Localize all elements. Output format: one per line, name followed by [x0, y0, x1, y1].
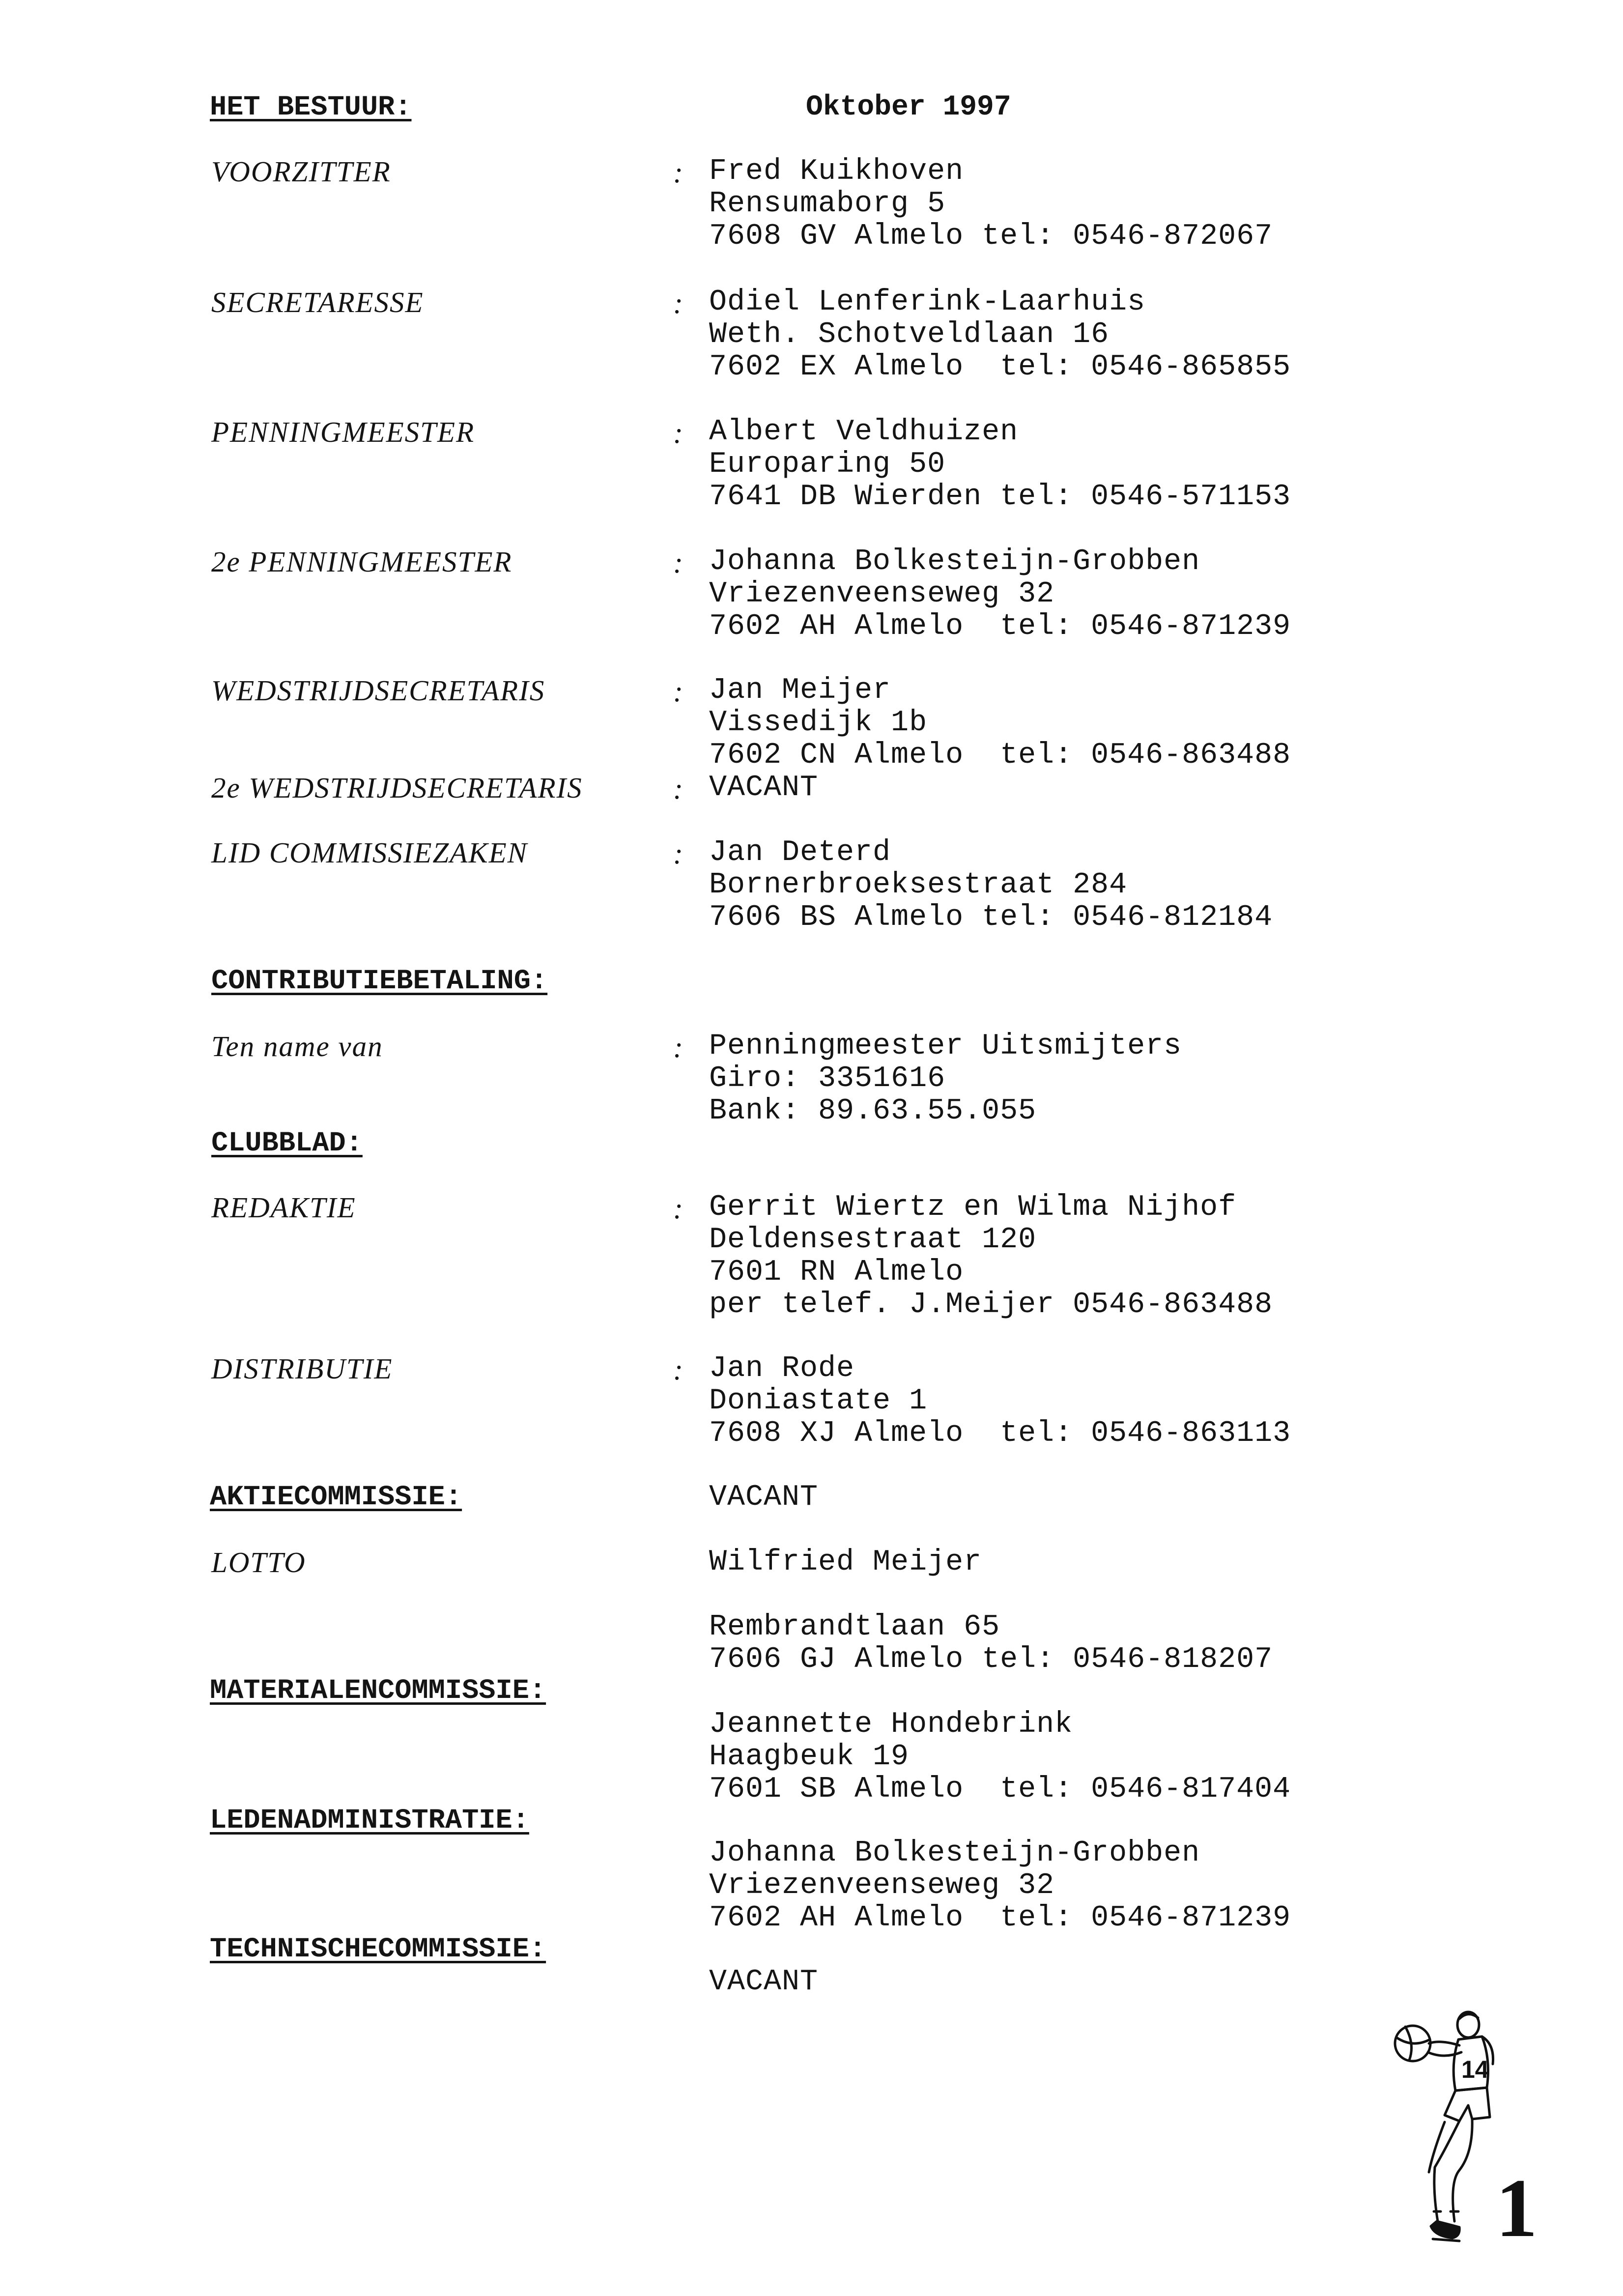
- contact-address: Vissedijk 1b: [709, 706, 928, 740]
- section-heading-ledenadministratie: LEDENADMINISTRATIE:: [210, 1805, 529, 1837]
- page-number: 1: [1496, 2162, 1538, 2254]
- contact-address: Europaring 50: [709, 448, 946, 481]
- contact-city: 7601 RN Almelo: [709, 1256, 964, 1289]
- role-label-penningmeester: PENNINGMEESTER: [211, 416, 475, 448]
- contact-name: Fred Kuikhoven: [709, 155, 964, 188]
- role-label-wedstrijdsecretaris: WEDSTRIJDSECRETARIS: [211, 674, 545, 707]
- contact-name: Jeannette Hondebrink: [709, 1708, 1073, 1741]
- contact-address: Rembrandtlaan 65: [709, 1610, 1000, 1644]
- contact-city-phone: 7608 GV Almelo tel: 0546-872067: [709, 220, 1273, 253]
- contact-city-phone: 7602 CN Almelo tel: 0546-863488: [709, 739, 1291, 772]
- contact-city-phone: 7606 GJ Almelo tel: 0546-818207: [709, 1643, 1273, 1676]
- section-heading-materialencommissie: MATERIALENCOMMISSIE:: [210, 1675, 546, 1707]
- contact-name: Wilfried Meijer: [709, 1546, 982, 1579]
- contact-name: Gerrit Wiertz en Wilma Nijhof: [709, 1191, 1237, 1224]
- contact-address: Bornerbroeksestraat 284: [709, 868, 1128, 902]
- role-separator: :: [673, 546, 683, 579]
- role-separator: :: [673, 156, 683, 189]
- role-separator: :: [673, 773, 683, 805]
- contact-city-phone: 7601 SB Almelo tel: 0546-817404: [709, 1773, 1291, 1806]
- basketball-player-illustration: [1386, 2005, 1538, 2280]
- contact-name: Johanna Bolkesteijn-Grobben: [709, 1837, 1200, 1870]
- contact-city-phone: 7608 XJ Almelo tel: 0546-863113: [709, 1417, 1291, 1450]
- role-label-voorzitter: VOORZITTER: [211, 155, 391, 188]
- contact-address: Doniastate 1: [709, 1384, 928, 1418]
- role-separator: :: [673, 1031, 683, 1063]
- contact-city-phone: 7602 AH Almelo tel: 0546-871239: [709, 610, 1291, 643]
- contact-vacant: VACANT: [709, 771, 819, 804]
- role-separator: :: [673, 417, 683, 449]
- section-heading-bestuur: HET BESTUUR:: [210, 92, 412, 123]
- section-heading-contributie: CONTRIBUTIEBETALING:: [211, 966, 548, 997]
- role-separator: :: [673, 287, 683, 319]
- role-separator: :: [673, 1192, 683, 1225]
- contact-vacant: VACANT: [709, 1965, 819, 1999]
- section-heading-clubblad: CLUBBLAD:: [211, 1128, 363, 1159]
- payment-account-holder: Penningmeester Uitsmijters: [709, 1030, 1182, 1063]
- contact-vacant: VACANT: [709, 1481, 819, 1514]
- contact-address: Weth. Schotveldlaan 16: [709, 318, 1110, 351]
- contact-address: Vriezenveenseweg 32: [709, 577, 1055, 611]
- contact-name: Jan Meijer: [709, 674, 891, 707]
- contact-name: Jan Deterd: [709, 836, 891, 869]
- contact-city-phone: 7602 EX Almelo tel: 0546-865855: [709, 350, 1291, 384]
- contact-phone: per telef. J.Meijer 0546-863488: [709, 1288, 1273, 1321]
- section-heading-aktiecommissie: AKTIECOMMISSIE:: [210, 1482, 462, 1513]
- document-date: Oktober 1997: [806, 91, 1011, 123]
- payment-giro: Giro: 3351616: [709, 1062, 946, 1095]
- role-separator: :: [673, 837, 683, 870]
- role-label-secretaresse: SECRETARESSE: [211, 286, 424, 318]
- role-label-distributie: DISTRIBUTIE: [211, 1352, 393, 1385]
- role-label-redaktie: REDAKTIE: [211, 1191, 356, 1224]
- role-separator: :: [673, 675, 683, 708]
- contact-name: Albert Veldhuizen: [709, 415, 1019, 449]
- payment-bank: Bank: 89.63.55.055: [709, 1094, 1037, 1128]
- role-label-ten-name-van: Ten name van: [211, 1030, 383, 1062]
- contact-address: Haagbeuk 19: [709, 1740, 910, 1774]
- contact-address: Vriezenveenseweg 32: [709, 1869, 1055, 1902]
- role-label-2e-penningmeester: 2e PENNINGMEESTER: [211, 545, 513, 578]
- role-label-lotto: LOTTO: [211, 1546, 306, 1578]
- role-separator: :: [673, 1353, 683, 1386]
- jersey-number: 14: [1461, 2056, 1489, 2083]
- contact-name: Odiel Lenferink-Laarhuis: [709, 286, 1146, 319]
- contact-address: Deldensestraat 120: [709, 1223, 1037, 1257]
- contact-city-phone: 7606 BS Almelo tel: 0546-812184: [709, 901, 1273, 934]
- contact-city-phone: 7602 AH Almelo tel: 0546-871239: [709, 1901, 1291, 1935]
- contact-name: Jan Rode: [709, 1352, 855, 1385]
- section-heading-technischecommissie: TECHNISCHECOMMISSIE:: [210, 1934, 546, 1965]
- contact-name: Johanna Bolkesteijn-Grobben: [709, 545, 1200, 578]
- contact-city-phone: 7641 DB Wierden tel: 0546-571153: [709, 480, 1291, 514]
- role-label-lid-commissiezaken: LID COMMISSIEZAKEN: [211, 836, 528, 869]
- role-label-2e-wedstrijdsecretaris: 2e WEDSTRIJDSECRETARIS: [211, 772, 583, 804]
- contact-address: Rensumaborg 5: [709, 187, 946, 221]
